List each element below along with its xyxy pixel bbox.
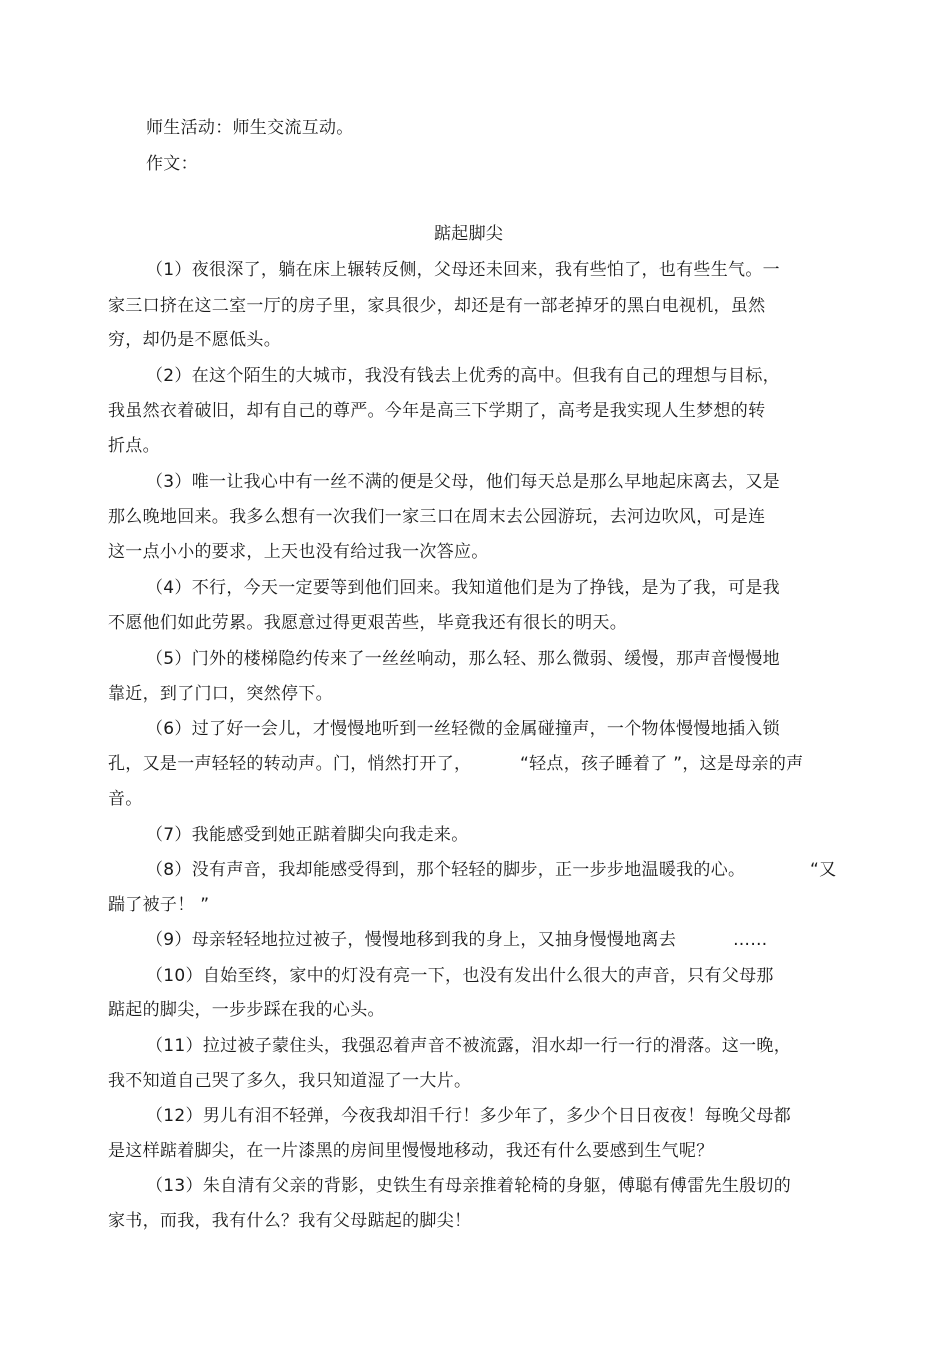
paragraph-line: （9）母亲轻轻地拉过被子，慢慢地移到我的身上，又抽身慢慢地离去	[146, 930, 677, 950]
quote-segment: “又	[810, 860, 837, 880]
essay-title: 踮起脚尖	[434, 224, 504, 244]
paragraph-line: （4）不行，今天一定要等到他们回来。我知道他们是为了挣钱，是为了我，可是我	[146, 578, 780, 598]
essay-label: 作文：	[146, 154, 198, 174]
paragraph-line: 不愿他们如此劳累。我愿意过得更艰苦些，毕竟我还有很长的明天。	[108, 613, 627, 633]
paragraph-line: 踮起的脚尖，一步步踩在我的心头。	[108, 1000, 385, 1020]
paragraph-line: 这一点小小的要求，上天也没有给过我一次答应。	[108, 542, 489, 562]
paragraph-line: 穷，却仍是不愿低头。	[108, 330, 281, 350]
activity-line: 师生活动：师生交流互动。	[146, 118, 354, 138]
paragraph-line: 音。	[108, 789, 143, 809]
paragraph-line: （3）唯一让我心中有一丝不满的便是父母，他们每天总是那么早地起床离去，又是	[146, 472, 780, 492]
paragraph-line: 是这样踮着脚尖，在一片漆黑的房间里慢慢地移动，我还有什么要感到生气呢？	[108, 1141, 714, 1161]
ellipsis-segment: ……	[733, 930, 768, 950]
paragraph-line: （13）朱自清有父亲的背影，史铁生有母亲推着轮椅的身躯，傅聪有傅雷先生殷切的	[146, 1176, 792, 1196]
paragraph-line: （10）自始至终，家中的灯没有亮一下，也没有发出什么很大的声音，只有父母那	[146, 966, 774, 986]
paragraph-line: 折点。	[108, 436, 160, 456]
paragraph-line: 孔，又是一声轻轻的转动声。门，悄然打开了，	[108, 754, 472, 774]
paragraph-line: （5）门外的楼梯隐约传来了一丝丝响动，那么轻、那么微弱、缓慢，那声音慢慢地	[146, 649, 780, 669]
paragraph-line: 我虽然衣着破旧，却有自己的尊严。今年是高三下学期了，高考是我实现人生梦想的转	[108, 401, 766, 421]
paragraph-line: （8）没有声音，我却能感受得到，那个轻轻的脚步，正一步步地温暖我的心。	[146, 860, 746, 880]
paragraph-line: 我不知道自己哭了多久，我只知道湿了一大片。	[108, 1071, 472, 1091]
paragraph-line: 家书，而我，我有什么？我有父母踮起的脚尖！	[108, 1211, 472, 1231]
paragraph-line: 那么晚地回来。我多么想有一次我们一家三口在周末去公园游玩，去河边吹风，可是连	[108, 507, 766, 527]
paragraph-line: （11）拉过被子蒙住头，我强忍着声音不被流露，泪水却一行一行的滑落。这一晚，	[146, 1036, 792, 1056]
paragraph-line: （7）我能感受到她正踮着脚尖向我走来。	[146, 825, 469, 845]
quote-segment: “轻点，孩子睡着了 ”，这是母亲的声	[520, 754, 804, 774]
paragraph-line: 靠近，到了门口，突然停下。	[108, 684, 333, 704]
paragraph-line: 踹了被子！ ”	[108, 895, 210, 915]
paragraph-line: （1）夜很深了，躺在床上辗转反侧，父母还未回来，我有些怕了，也有些生气。一	[146, 260, 780, 280]
paragraph-line: （6）过了好一会儿，才慢慢地听到一丝轻微的金属碰撞声，一个物体慢慢地插入锁	[146, 719, 780, 739]
paragraph-line: 家三口挤在这二室一厅的房子里，家具很少，却还是有一部老掉牙的黑白电视机，虽然	[108, 296, 766, 316]
paragraph-line: （2）在这个陌生的大城市，我没有钱去上优秀的高中。但我有自己的理想与目标，	[146, 366, 780, 386]
paragraph-line: （12）男儿有泪不轻弹，今夜我却泪千行！多少年了，多少个日日夜夜！每晚父母都	[146, 1106, 792, 1126]
